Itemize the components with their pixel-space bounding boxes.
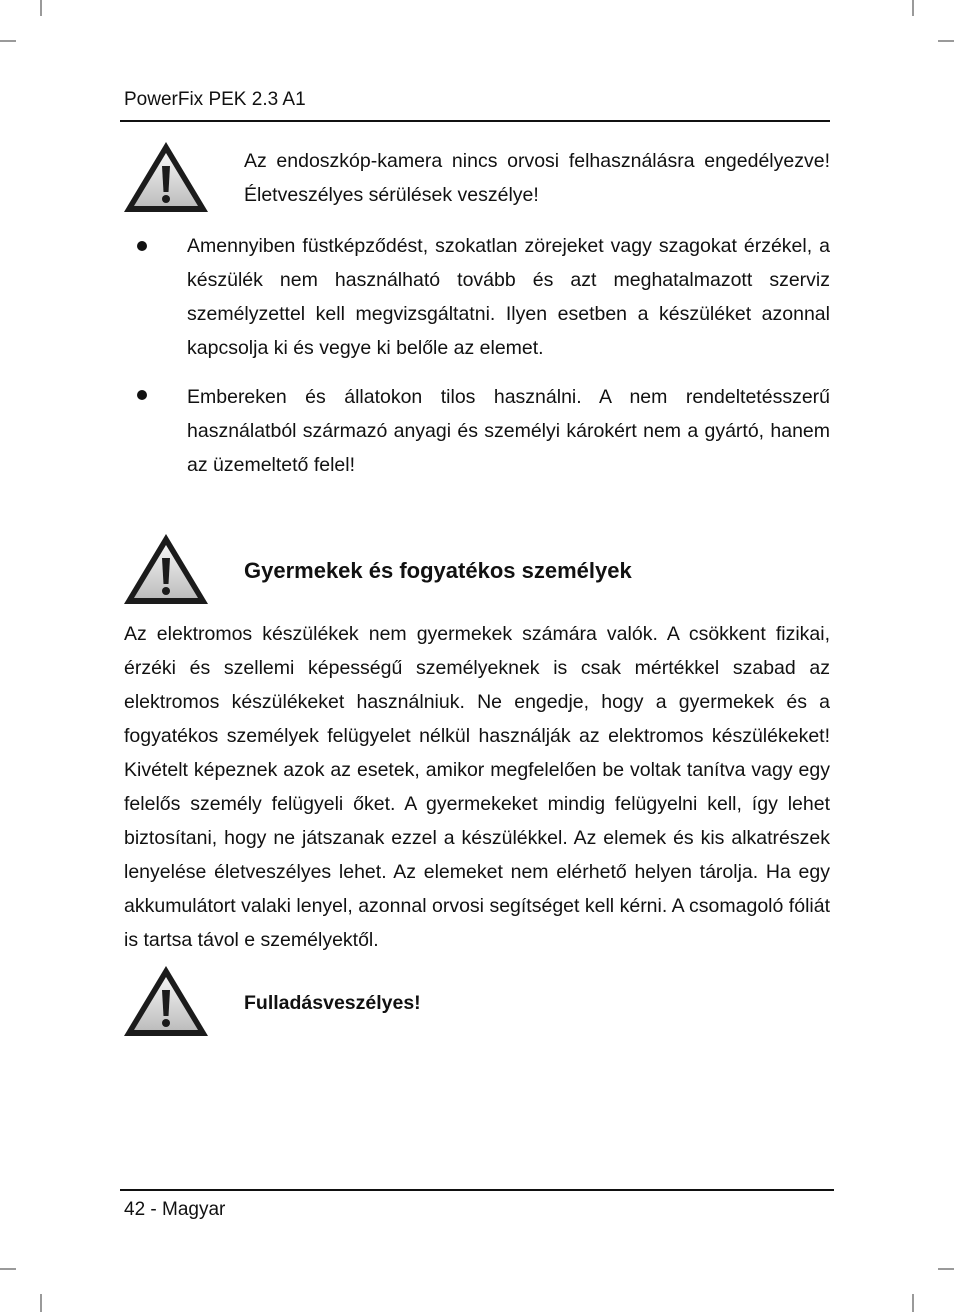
section-body: Az elektromos készülékek nem gyermekek számára valók. A csökkent fizikai, érzéki és szellemi képességű személyeknek is csak mértékkel szabad az elektromos készülékeket használniuk. Ne engedje, hogy a gyermekek és a fogyatékos személyek felügyelet nélkül használják az elektromos készülékeket! Kivételt képeznek azok az esetek, amikor megfelelően be voltak tanítva vagy egy felelős személy felügyeli őket. A gyermekeket mindig felügyelni kell, így lehet biztosítani, hogy ne játszanak ezzel a készülékkel. Az elemek és kis alkatrészek lenyelése életveszélyes lehet. Az elemeket nem elérhető helyen tárolja. Ha egy akkumulátort valaki lenyel, azonnal orvosi segítséget kell kérni. A csomagoló fóliát is tartsa távol e személyektől. xyxy=(124,623,830,951)
warning-triangle-icon xyxy=(122,140,210,214)
crop-mark xyxy=(40,0,42,16)
crop-mark xyxy=(40,1294,42,1312)
bullet-icon xyxy=(137,390,147,400)
footer-rule xyxy=(120,1189,834,1191)
section-title: Gyermekek és fogyatékos személyek xyxy=(244,558,632,583)
crop-mark xyxy=(912,1294,914,1312)
crop-mark xyxy=(0,1268,16,1270)
header-rule xyxy=(120,120,830,122)
choking-warning-label: Fulladásveszélyes! xyxy=(244,992,421,1014)
page-header-title: PowerFix PEK 2.3 A1 xyxy=(124,89,306,110)
crop-mark xyxy=(938,1268,954,1270)
bullet-item: Embereken és állatokon tilos használni. A nem rendeltetésszerű használatból származó anyagi és személyi károkért nem a gyártó, hanem az üzemeltető felel! xyxy=(187,386,830,476)
bullet-item: Amennyiben füstképződést, szokatlan zörejeket vagy szagokat érzékel, a készülék nem használható tovább és azt meghatalmazott szerviz személyzettel kell megvizsgáltatni. Ilyen esetben a készüléket azonnal kapcsolja ki és vegye ki belőle az elemet. xyxy=(187,235,830,359)
page-footer-label: 42 - Magyar xyxy=(124,1199,226,1220)
warning-text: Az endoszkóp-kamera nincs orvosi felhasználásra engedélyezve! Életveszélyes sérülések veszélye! xyxy=(244,150,830,206)
bullet-icon xyxy=(137,241,147,251)
warning-triangle-icon xyxy=(122,964,210,1038)
crop-mark xyxy=(0,40,16,42)
warning-triangle-icon xyxy=(122,532,210,606)
crop-mark xyxy=(938,40,954,42)
crop-mark xyxy=(912,0,914,16)
